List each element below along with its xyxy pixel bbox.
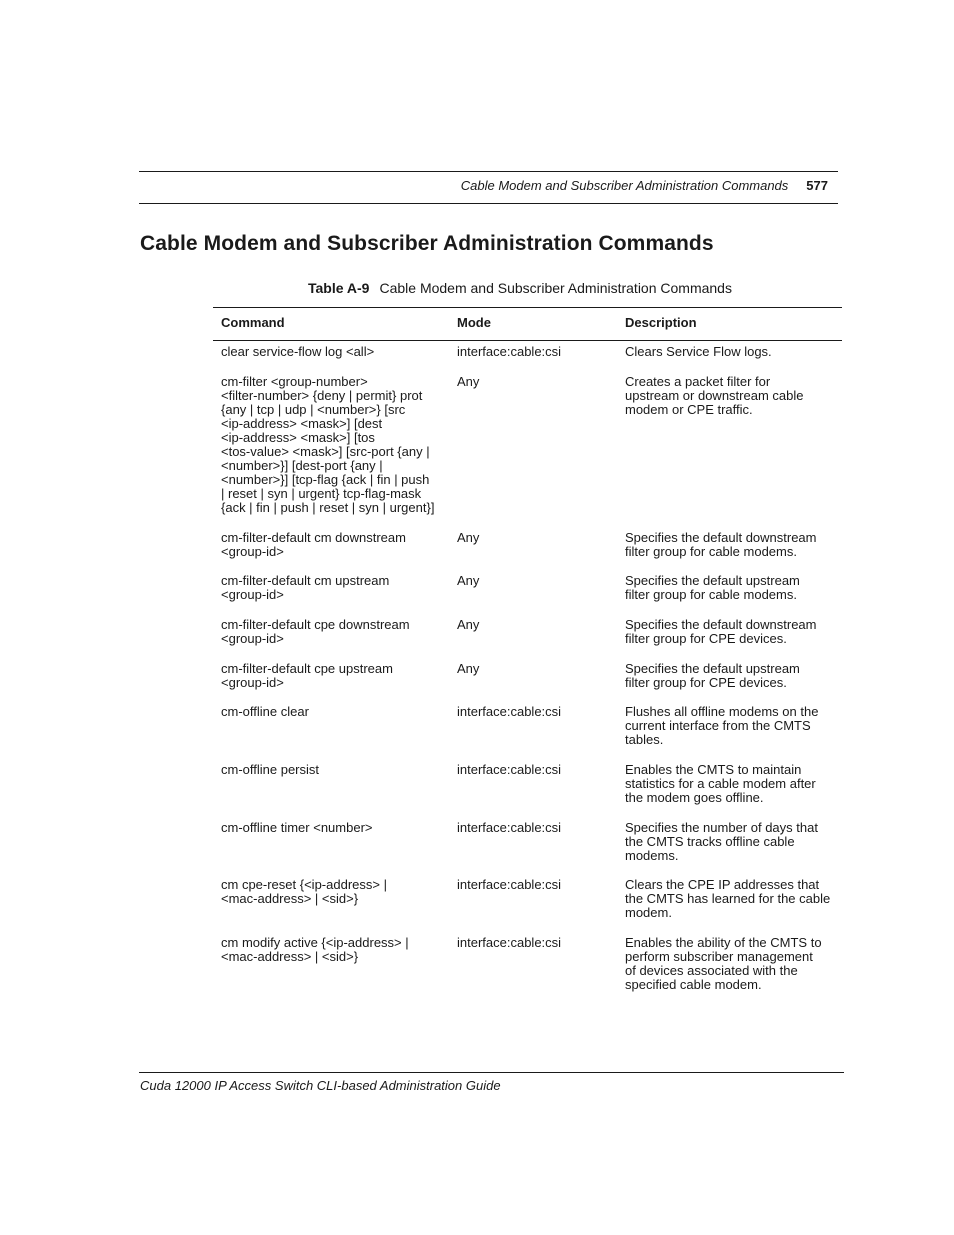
cell-description: Creates a packet filter for upstream or downstream cable modem or CPE traffic. — [625, 374, 804, 417]
cell-command: cm-offline timer <number> — [221, 820, 373, 835]
cell-mode: Any — [457, 573, 480, 588]
cell-mode: Any — [457, 374, 480, 389]
running-header — [461, 178, 828, 193]
cell-mode: interface:cable:csi — [457, 762, 562, 777]
cell-command: cm-offline persist — [221, 762, 320, 777]
table-caption — [308, 280, 732, 296]
table-rule-top — [213, 307, 842, 308]
cell-mode: Any — [457, 617, 480, 632]
cell-mode: interface:cable:csi — [457, 820, 562, 835]
cell-command: cm cpe-reset {<ip-address> | <mac-address> | <sid>} — [221, 877, 387, 906]
cell-command: cm-filter <group-number> <filter-number> {deny | permit} prot {any | tcp | udp | <number>} [src <ip-address> <mask>] [dest <ip-address> <mask>] [tos <tos-value> <mask>] [src-port {any | <number>}] [dest-port {any | <number>}] [tcp-flag {ack | fin | push | reset | syn | urgent} tcp-flag-mask {ack | fin | push | reset | syn | urgent}] — [221, 374, 435, 515]
page-footer: Cuda 12000 IP Access Switch CLI-based Administration Guide — [140, 1078, 501, 1093]
table-caption-title: Cable Modem and Subscriber Administration Commands — [379, 280, 732, 296]
column-header-mode: Mode — [457, 315, 491, 330]
running-header-title: Cable Modem and Subscriber Administration Commands — [460, 178, 789, 193]
cell-description: Specifies the default upstream filter group for CPE devices. — [625, 661, 800, 690]
cell-mode: interface:cable:csi — [457, 935, 562, 950]
section-title: Cable Modem and Subscriber Administration Commands — [140, 232, 714, 255]
cell-mode: interface:cable:csi — [457, 344, 562, 359]
table-caption-number: Table A-9 — [308, 280, 370, 296]
cell-command: clear service-flow log <all> — [221, 344, 375, 359]
cell-description: Enables the CMTS to maintain statistics for a cable modem after the modem goes offline. — [625, 762, 816, 805]
cell-description: Specifies the number of days that the CMTS tracks offline cable modems. — [625, 820, 818, 863]
cell-mode: interface:cable:csi — [457, 704, 562, 719]
page-number: 577 — [806, 178, 828, 193]
cell-command: cm-offline clear — [221, 704, 309, 719]
footer-rule — [139, 1072, 844, 1073]
table-header-rule — [213, 340, 842, 341]
column-header-description: Description — [625, 315, 697, 330]
cell-mode: interface:cable:csi — [457, 877, 562, 892]
cell-command: cm-filter-default cpe downstream <group-id> — [221, 617, 410, 646]
cell-command: cm-filter-default cm upstream <group-id> — [221, 573, 390, 602]
cell-description: Specifies the default downstream filter group for cable modems. — [625, 530, 817, 559]
column-header-command: Command — [221, 315, 285, 330]
header-rule-top — [139, 171, 838, 172]
cell-description: Specifies the default downstream filter group for CPE devices. — [625, 617, 817, 646]
cell-description: Clears the CPE IP addresses that the CMTS has learned for the cable modem. — [625, 877, 831, 920]
cell-description: Clears Service Flow logs. — [625, 344, 772, 359]
cell-description: Flushes all offline modems on the current interface from the CMTS tables. — [625, 704, 819, 747]
cell-command: cm-filter-default cpe upstream <group-id> — [221, 661, 393, 690]
cell-description: Specifies the default upstream filter group for cable modems. — [625, 573, 800, 602]
cell-description: Enables the ability of the CMTS to perform subscriber management of devices associated with the specified cable modem. — [625, 935, 822, 992]
header-rule-bottom — [139, 203, 838, 204]
cell-mode: Any — [457, 661, 480, 676]
cell-command: cm-filter-default cm downstream <group-id> — [221, 530, 406, 559]
cell-command: cm modify active {<ip-address> | <mac-address> | <sid>} — [221, 935, 409, 964]
cell-mode: Any — [457, 530, 480, 545]
